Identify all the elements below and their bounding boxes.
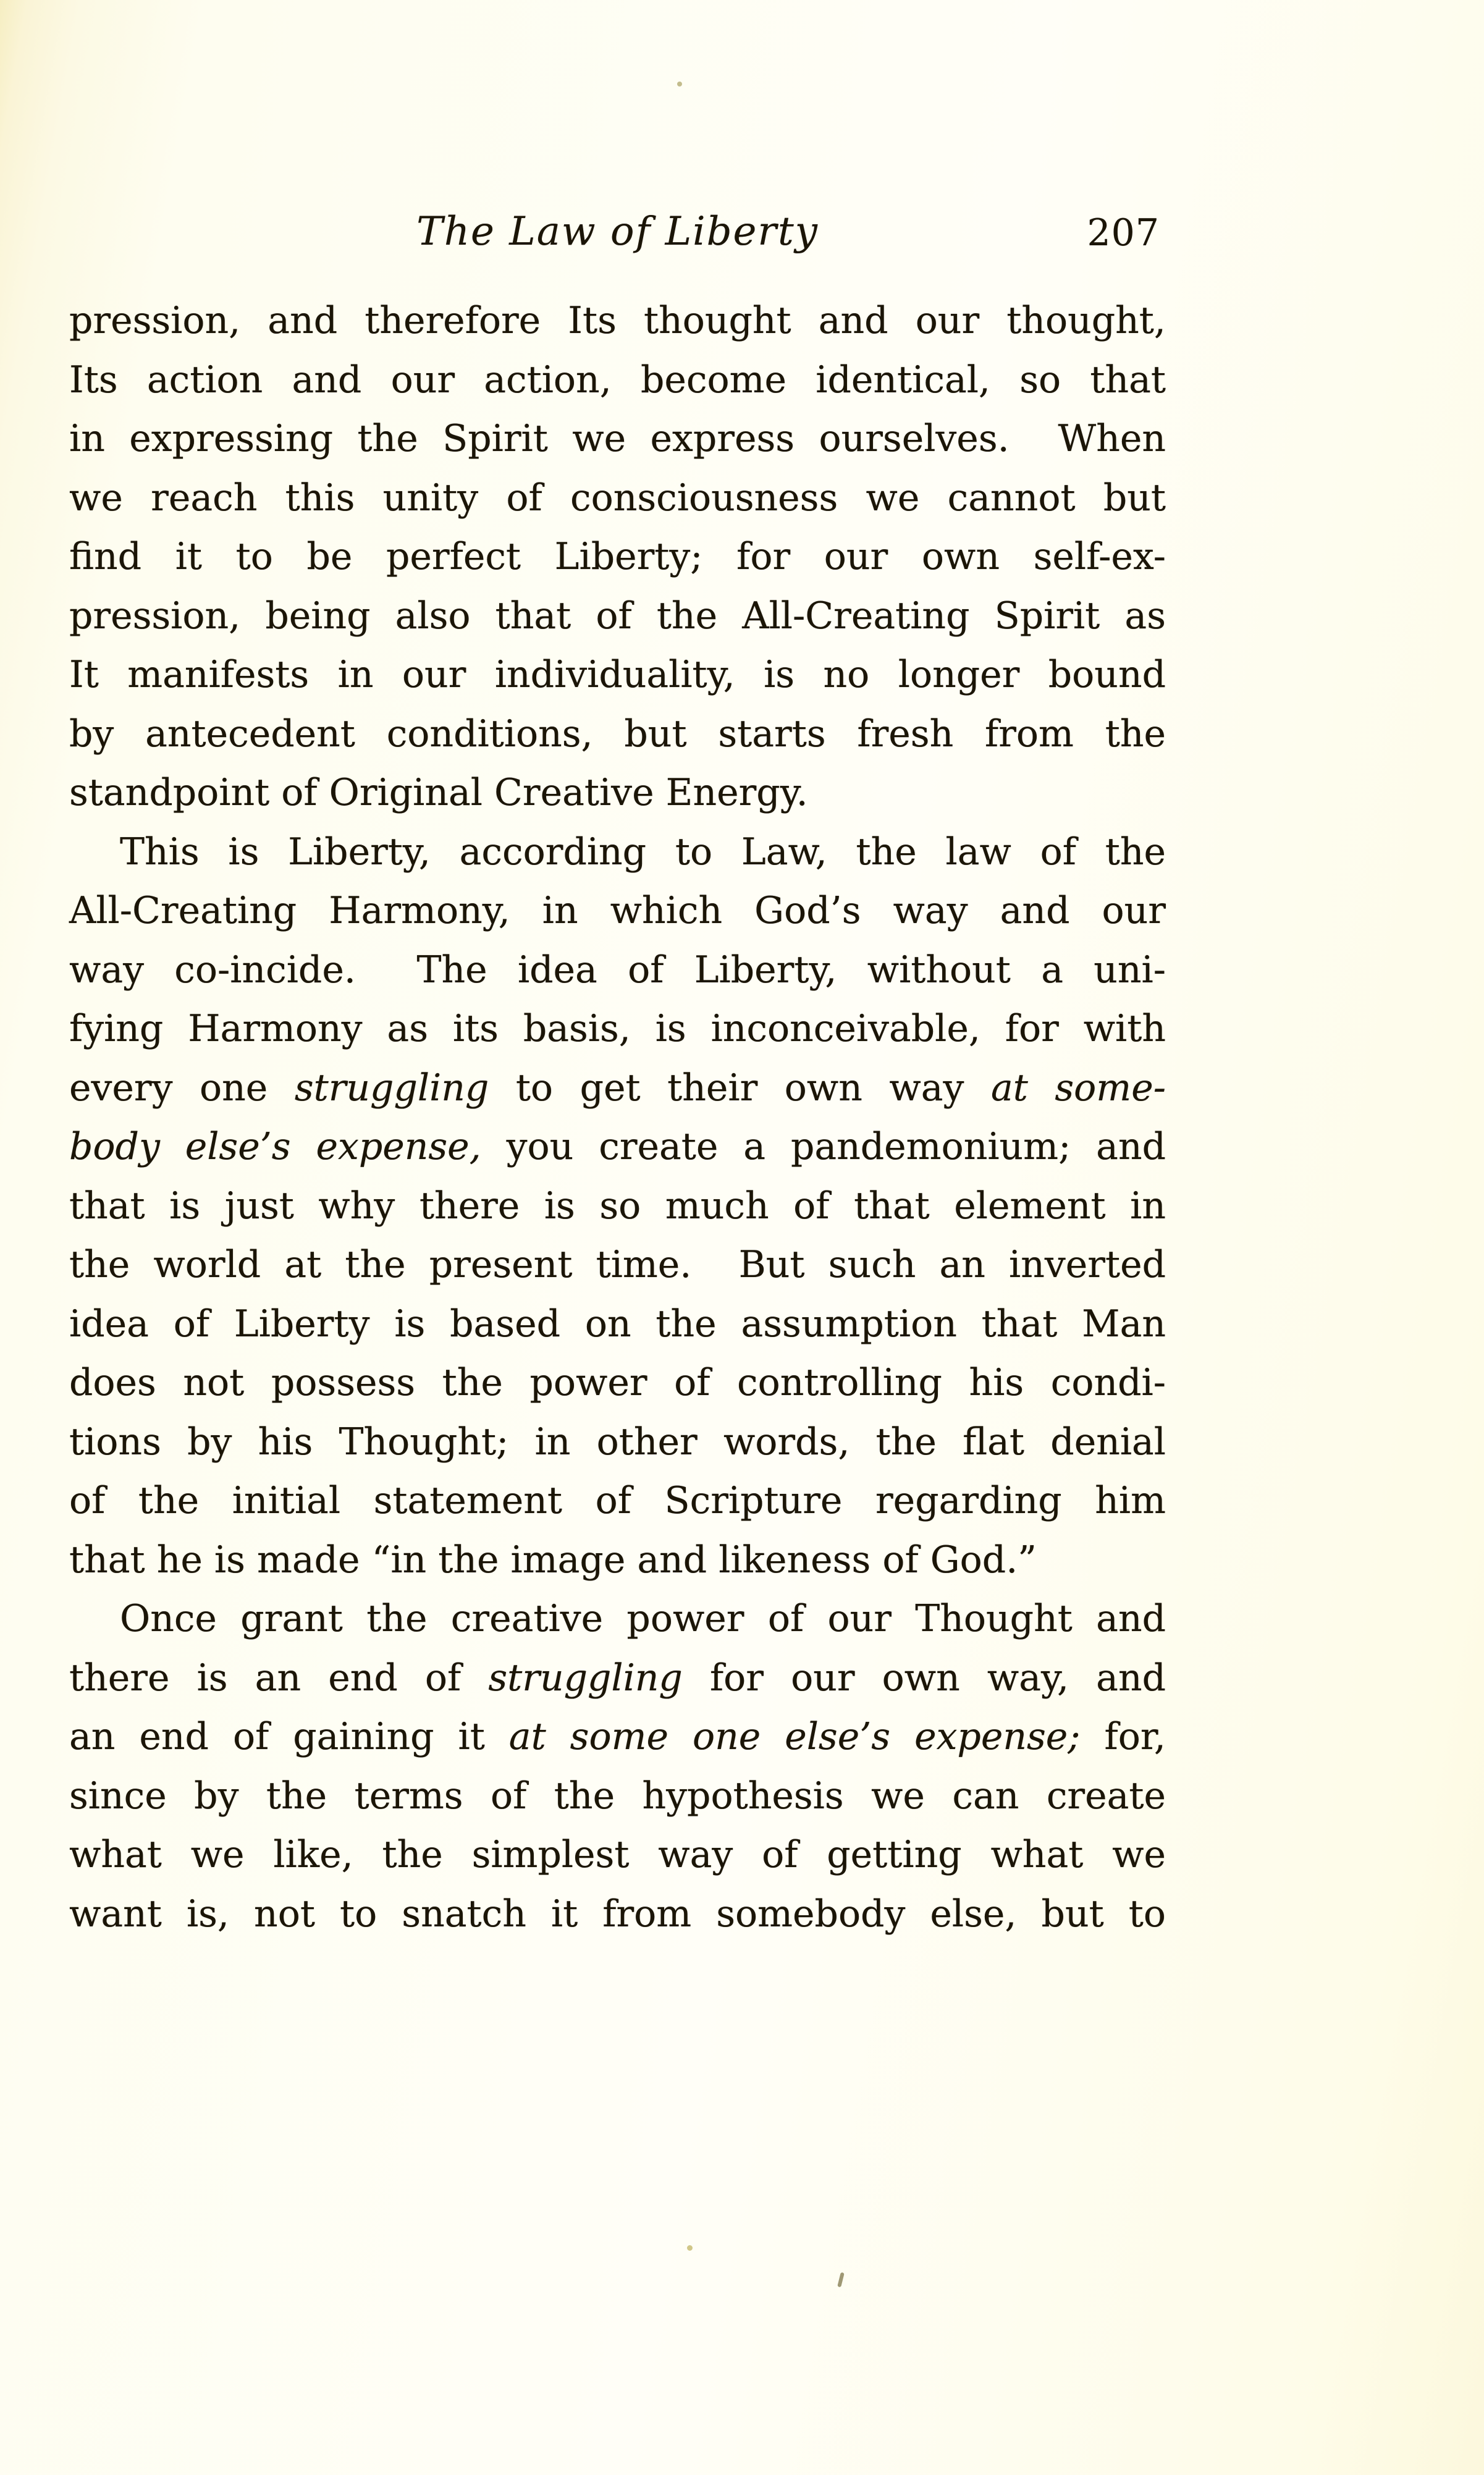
page-number: 207	[1087, 211, 1160, 255]
text-line	[69, 1118, 1166, 1177]
text-segment: This is Liberty, according to Law, the law of the	[120, 830, 1166, 874]
text-segment: Its action and our action, become identical, so that	[69, 358, 1166, 402]
text-segment: does not possess the power of controlling his condi-	[69, 1361, 1166, 1404]
page-header	[69, 209, 1166, 264]
text-line	[69, 882, 1166, 941]
text-segment: an end of gaining it	[69, 1715, 509, 1758]
text-line	[69, 528, 1166, 587]
running-title: The Law of Liberty	[416, 209, 819, 255]
text-segment: want is, not to snatch it from somebody else, but to	[69, 1892, 1166, 1936]
text-line	[69, 1177, 1166, 1236]
scan-speck	[677, 82, 682, 86]
text-segment: there is an end of	[69, 1656, 489, 1700]
text-segment: you create a pandemonium; and	[481, 1125, 1166, 1168]
text-line	[69, 1708, 1166, 1767]
text-line	[69, 646, 1166, 705]
text-segment: It manifests in our individuality, is no longer bound	[69, 653, 1166, 696]
text-line	[69, 823, 1166, 882]
text-line	[69, 410, 1166, 469]
text-line	[69, 705, 1166, 764]
text-segment: in expressing the Spirit we express ourselves. When	[69, 417, 1166, 460]
text-line	[69, 1236, 1166, 1295]
body-text	[69, 292, 1166, 1944]
text-segment: pression, being also that of the All-Creating Spirit as	[69, 594, 1166, 638]
text-segment: pression, and therefore Its thought and our thought,	[69, 299, 1166, 342]
text-segment: idea of Liberty is based on the assumption that Man	[69, 1302, 1166, 1346]
text-line	[69, 1354, 1166, 1413]
text-line	[69, 1531, 1166, 1590]
text-line	[69, 1413, 1166, 1472]
text-segment: since by the terms of the hypothesis we can create	[69, 1774, 1166, 1818]
text-line	[69, 351, 1166, 410]
text-line	[69, 1295, 1166, 1354]
text-segment: the world at the present time. But such an inverted	[69, 1243, 1166, 1286]
scan-speck	[837, 2272, 845, 2288]
text-segment: standpoint of Original Creative Energy.	[69, 771, 808, 814]
text-line	[69, 1590, 1166, 1649]
text-line	[69, 292, 1166, 351]
text-line	[69, 469, 1166, 528]
text-line	[69, 1059, 1166, 1118]
text-segment: fying Harmony as its basis, is inconceivable, for with	[69, 1007, 1166, 1050]
text-segment: All-Creating Harmony, in which God’s way and our	[69, 889, 1166, 932]
text-line	[69, 1000, 1166, 1059]
text-line	[69, 1826, 1166, 1885]
text-segment: to get their own way	[489, 1066, 991, 1110]
italic-text-segment: struggling	[294, 1066, 489, 1110]
italic-text-segment: at some-	[990, 1066, 1166, 1110]
text-segment: every one	[69, 1066, 295, 1110]
text-segment: by antecedent conditions, but starts fresh from the	[69, 712, 1166, 756]
text-segment: for our own way, and	[682, 1656, 1166, 1700]
text-segment: what we like, the simplest way of getting what we	[69, 1833, 1166, 1876]
text-segment: we reach this unity of consciousness we cannot but	[69, 476, 1166, 520]
text-segment: that is just why there is so much of that element in	[69, 1184, 1166, 1228]
text-line	[69, 1649, 1166, 1708]
text-segment: way co-incide. The idea of Liberty, without a uni-	[69, 948, 1166, 992]
scan-speck	[687, 2245, 693, 2251]
text-segment: for,	[1080, 1715, 1166, 1758]
text-line	[69, 764, 1166, 823]
italic-text-segment: body else’s expense,	[69, 1125, 481, 1168]
text-line	[69, 941, 1166, 1000]
text-segment: tions by his Thought; in other words, the flat denial	[69, 1420, 1166, 1464]
text-line	[69, 1767, 1166, 1826]
italic-text-segment: struggling	[488, 1656, 683, 1700]
text-line	[69, 587, 1166, 646]
text-line	[69, 1472, 1166, 1531]
text-segment: find it to be perfect Liberty; for our own self-ex-	[69, 535, 1166, 578]
text-segment: Once grant the creative power of our Thought and	[120, 1597, 1166, 1640]
text-line	[69, 1885, 1166, 1944]
text-segment: of the initial statement of Scripture regarding him	[69, 1479, 1166, 1522]
italic-text-segment: at some one else’s expense;	[508, 1715, 1081, 1758]
text-segment: that he is made “in the image and likeness of God.”	[69, 1538, 1037, 1582]
